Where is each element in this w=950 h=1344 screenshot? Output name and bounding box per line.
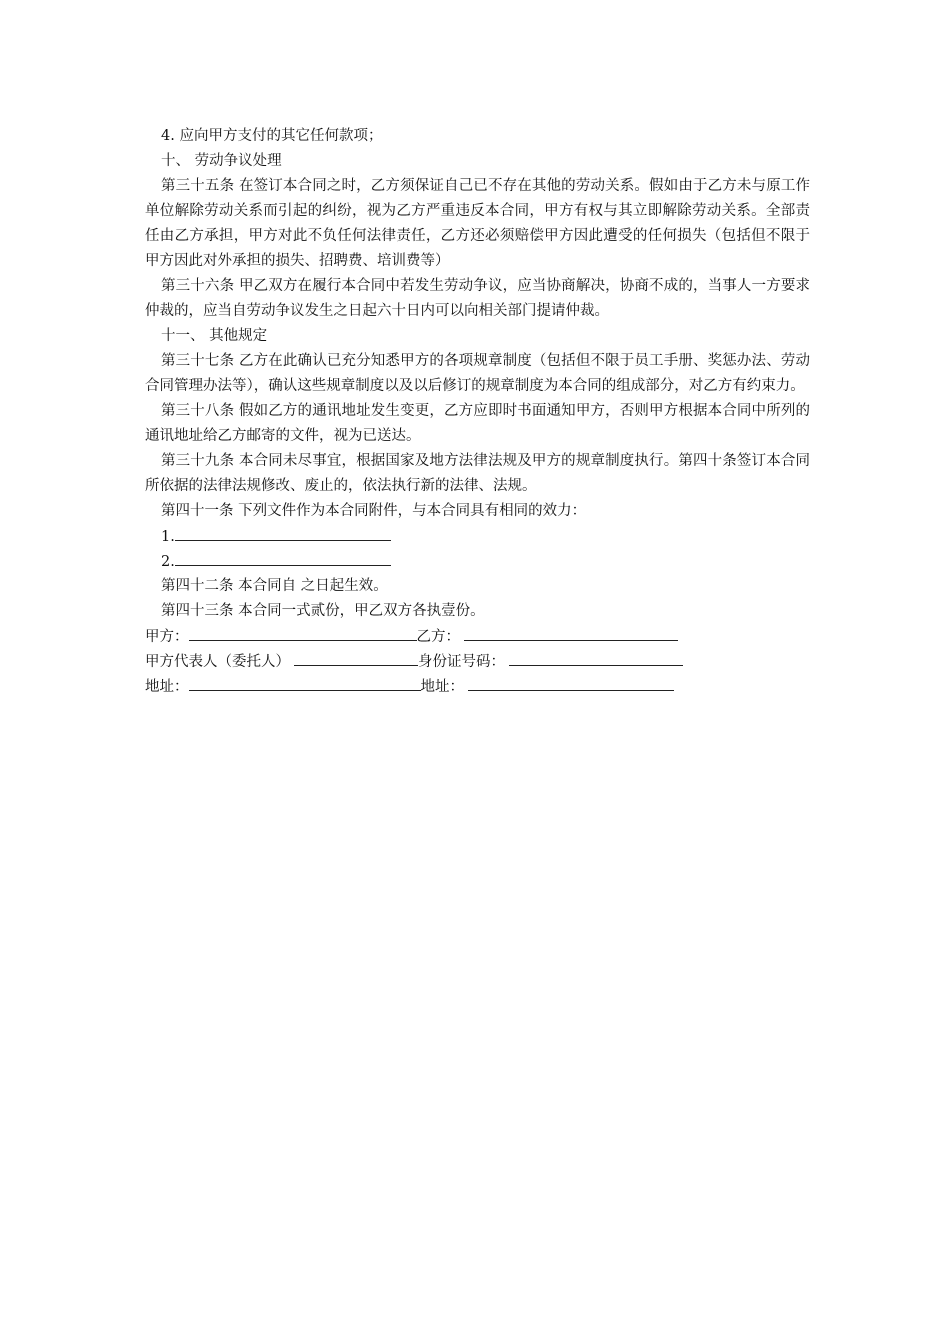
section-10-heading: 十、 劳动争议处理: [161, 153, 282, 169]
attachment-2-label: 2.: [161, 554, 175, 570]
party-b-label: 乙方：: [416, 629, 460, 645]
address-b-field[interactable]: [468, 674, 674, 691]
representative-label: 甲方代表人（委托人）: [145, 654, 290, 670]
representative-field[interactable]: [294, 649, 418, 666]
article-39-40: 第三十九条 本合同未尽事宜，根据国家及地方法律法规及甲方的规章制度执行。第四十条签订本合同所依据的法律法规修改、废止的，依法执行新的法律、法规。: [145, 453, 810, 494]
address-b-label: 地址：: [420, 679, 464, 695]
attachment-1-label: 1.: [161, 529, 175, 545]
address-a-field[interactable]: [189, 674, 421, 691]
item-4: 4. 应向甲方支付的其它任何款项；: [161, 128, 383, 144]
article-35: 第三十五条 在签订本合同之时，乙方须保证自己已不存在其他的劳动关系。假如由于乙方未与原工作单位解除劳动关系而引起的纠纷，视为乙方严重违反本合同，甲方有权与其立即解除劳动关系。全部责任由乙方承担，甲方对此不负任何法律责任，乙方还必须赔偿甲方因此遭受的任何损失（包括但不限于甲方因此对外承担的损失、招聘费、培训费等）: [145, 178, 810, 269]
id-number-label: 身份证号码：: [418, 654, 505, 670]
party-b-field[interactable]: [464, 624, 678, 641]
attachment-1-field[interactable]: [175, 524, 391, 541]
id-number-field[interactable]: [509, 649, 683, 666]
article-38: 第三十八条 假如乙方的通讯地址发生变更，乙方应即时书面通知甲方，否则甲方根据本合同中所列的通讯地址给乙方邮寄的文件，视为已送达。: [145, 403, 810, 444]
article-43: 第四十三条 本合同一式贰份，甲乙双方各执壹份。: [161, 603, 485, 619]
address-row: [145, 674, 810, 699]
attachment-1-row: [145, 524, 810, 549]
attachment-2-field[interactable]: [175, 549, 391, 566]
article-36: 第三十六条 甲乙双方在履行本合同中若发生劳动争议，应当协商解决，协商不成的，当事人一方要求仲裁的，应当自劳动争议发生之日起六十日内可以向相关部门提请仲裁。: [145, 278, 810, 319]
party-a-label: 甲方：: [145, 629, 189, 645]
section-11-heading: 十一、 其他规定: [161, 328, 268, 344]
article-41: 第四十一条 下列文件作为本合同附件，与本合同具有相同的效力：: [161, 503, 587, 519]
representative-row: [145, 649, 810, 674]
address-a-label: 地址：: [145, 679, 189, 695]
article-37: 第三十七条 乙方在此确认已充分知悉甲方的各项规章制度（包括但不限于员工手册、奖惩办法、劳动合同管理办法等），确认这些规章制度以及以后修订的规章制度为本合同的组成部分，对乙方有约束力。: [145, 353, 810, 394]
attachment-2-row: [145, 549, 810, 574]
party-row: [145, 624, 810, 649]
contract-content: [145, 124, 810, 699]
party-a-field[interactable]: [189, 624, 417, 641]
article-42: 第四十二条 本合同自 之日起生效。: [161, 578, 388, 594]
